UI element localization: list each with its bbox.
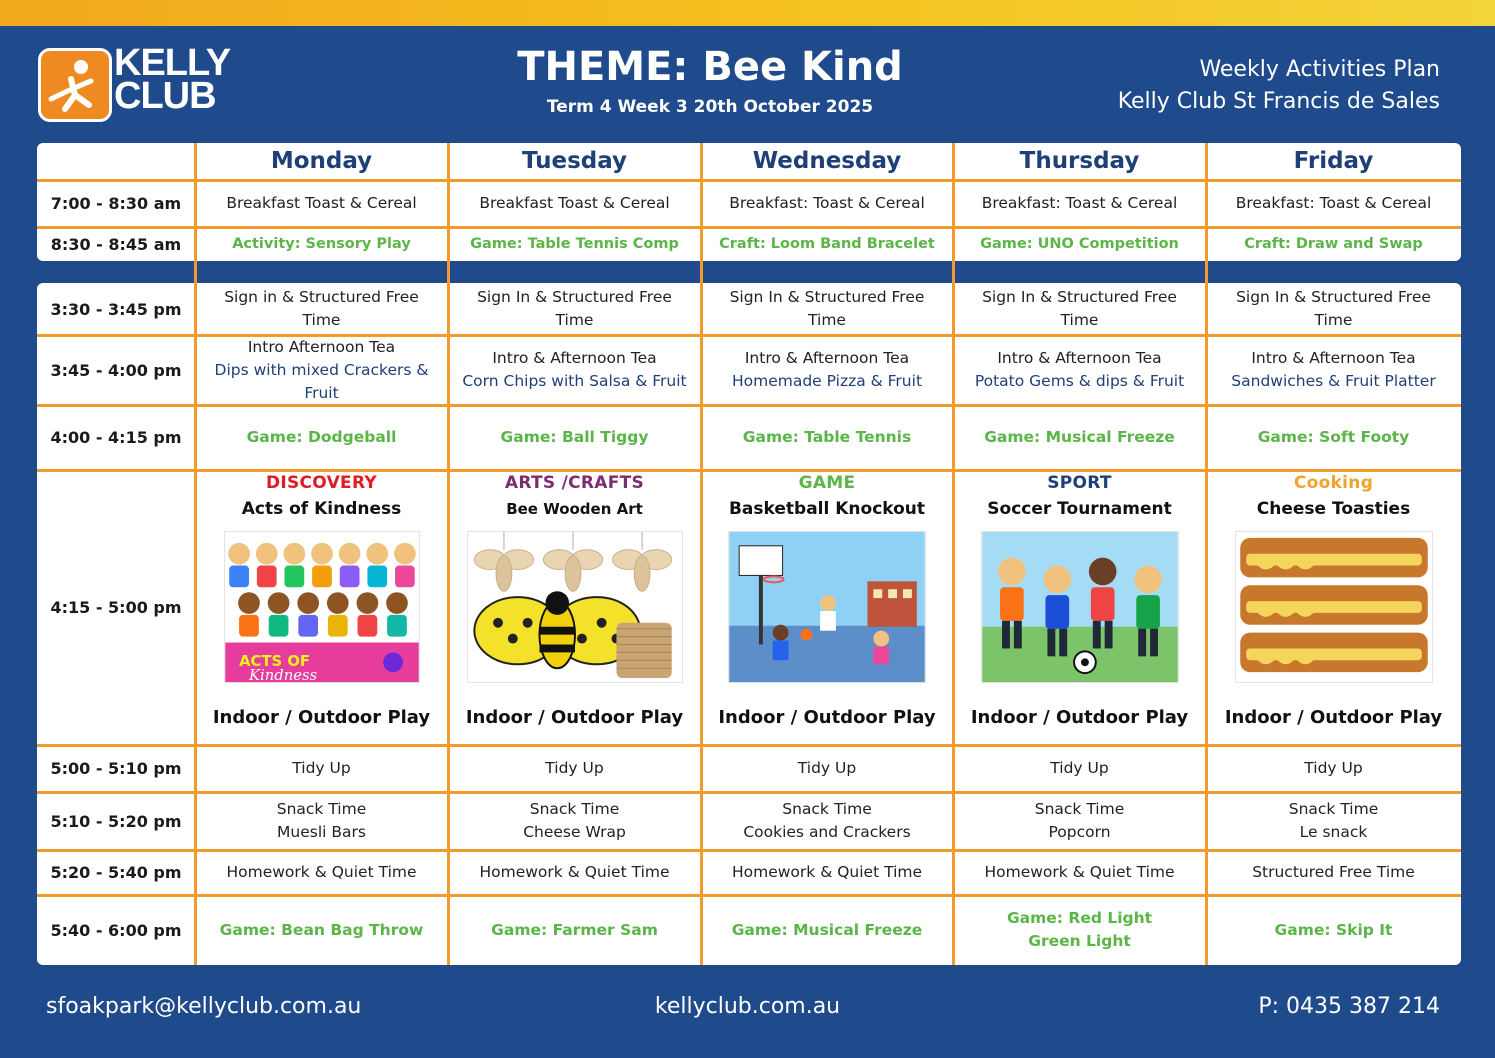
snack-cell (448, 792, 701, 850)
focus-activity-cell (195, 470, 448, 745)
page-title: THEME: Bee Kind (517, 44, 903, 90)
game-text: Game: Musical Freeze (731, 920, 923, 939)
activity-category: DISCOVERY (265, 473, 378, 493)
snack-item: Cookies and Crackers (743, 823, 911, 841)
time-slot (37, 405, 195, 470)
play-label: Indoor / Outdoor Play (1224, 707, 1443, 728)
play-label: Indoor / Outdoor Play (970, 707, 1189, 728)
tea-heading: Intro & Afternoon Tea (492, 349, 657, 367)
image-caption: ACTS OF (238, 653, 310, 671)
signin-line: Time (808, 311, 846, 329)
homework-cell (953, 850, 1206, 895)
signin-cell (195, 283, 448, 335)
day-header-tuesday (448, 143, 701, 180)
tidy-text: Tidy Up (1304, 759, 1363, 777)
tea-menu: Potato Gems & dips & Fruit (974, 372, 1185, 390)
snack-heading: Snack Time (529, 800, 620, 818)
activity-image-wrap (467, 521, 683, 690)
homework-cell (701, 850, 953, 895)
morning-activity-cell (448, 227, 701, 261)
top-accent-bar (0, 0, 1495, 26)
snack-item: Muesli Bars (277, 823, 366, 841)
tidy-cell (195, 745, 448, 792)
afternoon-tea-cell (195, 335, 448, 405)
time-label: 7:00 - 8:30 am (50, 194, 182, 213)
homework-text: Homework & Quiet Time (226, 863, 417, 881)
play-label: Indoor / Outdoor Play (465, 707, 684, 728)
snack-cell (953, 792, 1206, 850)
game-text: Game: Soft Footy (1257, 428, 1410, 446)
game-text: Game: Farmer Sam (491, 920, 658, 939)
tidy-cell (701, 745, 953, 792)
tidy-text: Tidy Up (292, 759, 351, 777)
morning-activity-cell (953, 227, 1206, 261)
game-text: Game: Table Tennis (742, 428, 912, 446)
time-label: 4:15 - 5:00 pm (50, 598, 182, 617)
snack-item: Le snack (1299, 823, 1368, 841)
tidy-text: Tidy Up (797, 759, 857, 777)
play-label: Indoor / Outdoor Play (718, 707, 936, 728)
cheese-toasties-image (1235, 531, 1433, 683)
afternoon-tea-cell (1206, 335, 1461, 405)
time-slot (37, 792, 195, 850)
time-slot (37, 850, 195, 895)
activity-category: ARTS /CRAFTS (504, 473, 645, 493)
signin-line: Sign In & Structured Free (982, 288, 1177, 306)
activity-image-wrap (981, 521, 1179, 690)
homework-text: Homework & Quiet Time (479, 863, 670, 881)
morning-activity-cell (1206, 227, 1461, 261)
tidy-text: Tidy Up (1050, 759, 1109, 777)
game-cell (448, 895, 701, 965)
breakfast-text: Breakfast Toast & Cereal (479, 194, 670, 212)
activity-category: Cooking (1293, 473, 1374, 493)
time-label: 5:10 - 5:20 pm (50, 811, 182, 831)
activity-title: Soccer Tournament (987, 499, 1172, 519)
footer-website-link[interactable]: kellyclub.com.au (654, 994, 841, 1019)
breakfast-text: Breakfast: Toast & Cereal (1235, 194, 1432, 212)
tidy-cell (448, 745, 701, 792)
time-slot (37, 227, 195, 261)
tea-menu: Corn Chips with Salsa & Fruit (462, 372, 687, 390)
breakfast-text: Breakfast: Toast & Cereal (981, 194, 1178, 212)
signin-line: Time (555, 311, 594, 329)
activity-image-wrap (728, 521, 926, 690)
venue-name: Kelly Club St Francis de Sales (1117, 89, 1440, 114)
day-header-wednesday (701, 143, 953, 180)
morning-activity-cell (195, 227, 448, 261)
time-label: 5:40 - 6:00 pm (50, 920, 182, 940)
image-caption-script: Kindness (248, 667, 317, 683)
snack-item: Popcorn (1048, 823, 1111, 841)
tea-heading: Intro & Afternoon Tea (1251, 349, 1416, 367)
snack-heading: Snack Time (276, 800, 367, 818)
tidy-text: Tidy Up (545, 759, 604, 777)
game-cell (448, 405, 701, 470)
snack-heading: Snack Time (1034, 800, 1125, 818)
tea-menu: Sandwiches & Fruit Platter (1231, 372, 1436, 390)
day-label: Monday (270, 148, 373, 174)
activity-text: Craft: Loom Band Bracelet (719, 235, 935, 252)
game-cell (701, 895, 953, 965)
game-text: Game: Dodgeball (246, 428, 397, 446)
homework-cell (195, 850, 448, 895)
day-header-monday (195, 143, 448, 180)
bee-wooden-art-image (467, 531, 683, 683)
homework-text: Structured Free Time (1252, 863, 1415, 881)
breakfast-cell (195, 180, 448, 227)
day-label: Friday (1293, 148, 1374, 174)
logo-text-line2: CLUB (114, 75, 216, 117)
basketball-knockout-image (728, 531, 926, 683)
kelly-club-logo (38, 42, 238, 123)
page-subtitle: Term 4 Week 3 20th October 2025 (546, 97, 874, 117)
time-slot (37, 180, 195, 227)
tidy-cell (953, 745, 1206, 792)
tea-menu: Fruit (304, 383, 339, 402)
signin-line: Sign In & Structured Free (1236, 288, 1431, 306)
day-label: Tuesday (521, 148, 628, 174)
day-header-friday (1206, 143, 1461, 180)
tea-menu: Homemade Pizza & Fruit (731, 372, 923, 390)
game-cell (1206, 405, 1461, 470)
logo-text-line1: KELLY (114, 42, 231, 84)
homework-cell (448, 850, 701, 895)
activity-image-wrap (1235, 521, 1433, 690)
game-cell (195, 405, 448, 470)
time-slot (37, 470, 195, 745)
activity-title: Cheese Toasties (1256, 499, 1411, 519)
day-label: Wednesday (752, 148, 902, 174)
tea-heading: Intro Afternoon Tea (247, 337, 396, 356)
activity-title: Basketball Knockout (728, 499, 926, 519)
snack-cell (1206, 792, 1461, 850)
homework-cell (1206, 850, 1461, 895)
game-cell (953, 405, 1206, 470)
time-slot (37, 335, 195, 405)
plan-info (1118, 54, 1440, 118)
afternoon-tea-cell (953, 335, 1206, 405)
game-text: Game: Musical Freeze (984, 428, 1175, 446)
acts-of-kindness-image (224, 531, 420, 683)
activity-image-wrap (224, 521, 420, 690)
game-cell (701, 405, 953, 470)
game-text: Game: Bean Bag Throw (219, 920, 424, 939)
signin-line: Sign In & Structured Free (729, 288, 925, 306)
game-cell (195, 895, 448, 965)
signin-line: Time (1314, 311, 1353, 329)
tea-heading: Intro & Afternoon Tea (744, 349, 910, 367)
signin-cell (1206, 283, 1461, 335)
footer-email[interactable]: sfoakpark@kellyclub.com.au (46, 994, 362, 1019)
focus-activity-cell (448, 470, 701, 745)
snack-cell (701, 792, 953, 850)
time-label: 5:20 - 5:40 pm (50, 863, 182, 882)
activity-title: Acts of Kindness (241, 499, 402, 519)
day-label: Thursday (1019, 148, 1140, 174)
activity-category: GAME (798, 473, 856, 493)
game-cell (1206, 895, 1461, 965)
activity-text: Activity: Sensory Play (232, 235, 411, 252)
breakfast-text: Breakfast Toast & Cereal (226, 194, 417, 212)
breakfast-cell (953, 180, 1206, 227)
play-label: Indoor / Outdoor Play (212, 707, 431, 728)
focus-activity-cell (953, 470, 1206, 745)
activity-text: Game: UNO Competition (980, 235, 1179, 252)
time-slot (37, 745, 195, 792)
game-text: Game: Skip It (1274, 920, 1393, 939)
panel-gap (37, 261, 1461, 283)
time-slot (37, 283, 195, 335)
focus-activity-cell (1206, 470, 1461, 745)
logo-badge-icon (38, 48, 112, 122)
soccer-tournament-image (981, 531, 1179, 683)
breakfast-cell (701, 180, 953, 227)
time-label: 3:30 - 3:45 pm (50, 299, 182, 319)
snack-item: Cheese Wrap (523, 823, 626, 841)
signin-cell (448, 283, 701, 335)
breakfast-text: Breakfast: Toast & Cereal (729, 194, 925, 212)
activity-text: Craft: Draw and Swap (1244, 235, 1423, 252)
time-label: 4:00 - 4:15 pm (50, 428, 182, 447)
focus-activity-cell (701, 470, 953, 745)
signin-line: Time (302, 311, 341, 329)
breakfast-cell (448, 180, 701, 227)
activity-text: Game: Table Tennis Comp (470, 235, 679, 252)
game-text: Game: Ball Tiggy (500, 428, 649, 446)
footer-phone: P: 0435 387 214 (1258, 994, 1440, 1019)
day-header-thursday (953, 143, 1206, 180)
time-slot (37, 895, 195, 965)
homework-text: Homework & Quiet Time (984, 863, 1175, 881)
time-label: 8:30 - 8:45 am (50, 234, 182, 254)
signin-line: Sign In & Structured Free (477, 288, 672, 306)
homework-text: Homework & Quiet Time (731, 863, 923, 881)
tidy-cell (1206, 745, 1461, 792)
afternoon-tea-cell (448, 335, 701, 405)
signin-line: Time (1060, 311, 1099, 329)
breakfast-cell (1206, 180, 1461, 227)
activity-title: Bee Wooden Art (506, 500, 643, 518)
tea-menu: Dips with mixed Crackers & (214, 360, 429, 379)
signin-cell (953, 283, 1206, 335)
morning-activity-cell (701, 227, 953, 261)
activity-category: SPORT (1047, 473, 1112, 493)
snack-heading: Snack Time (782, 800, 872, 818)
snack-cell (195, 792, 448, 850)
tea-heading: Intro & Afternoon Tea (997, 349, 1162, 367)
game-cell (953, 895, 1206, 965)
time-label: 5:00 - 5:10 pm (50, 759, 182, 778)
game-text: Game: Red Light Green Light (1006, 909, 1153, 950)
time-label: 3:45 - 4:00 pm (50, 360, 182, 380)
afternoon-tea-cell (701, 335, 953, 405)
snack-heading: Snack Time (1288, 800, 1379, 818)
plan-label: Weekly Activities Plan (1199, 57, 1440, 82)
signin-line: Sign in & Structured Free (224, 288, 419, 306)
signin-cell (701, 283, 953, 335)
